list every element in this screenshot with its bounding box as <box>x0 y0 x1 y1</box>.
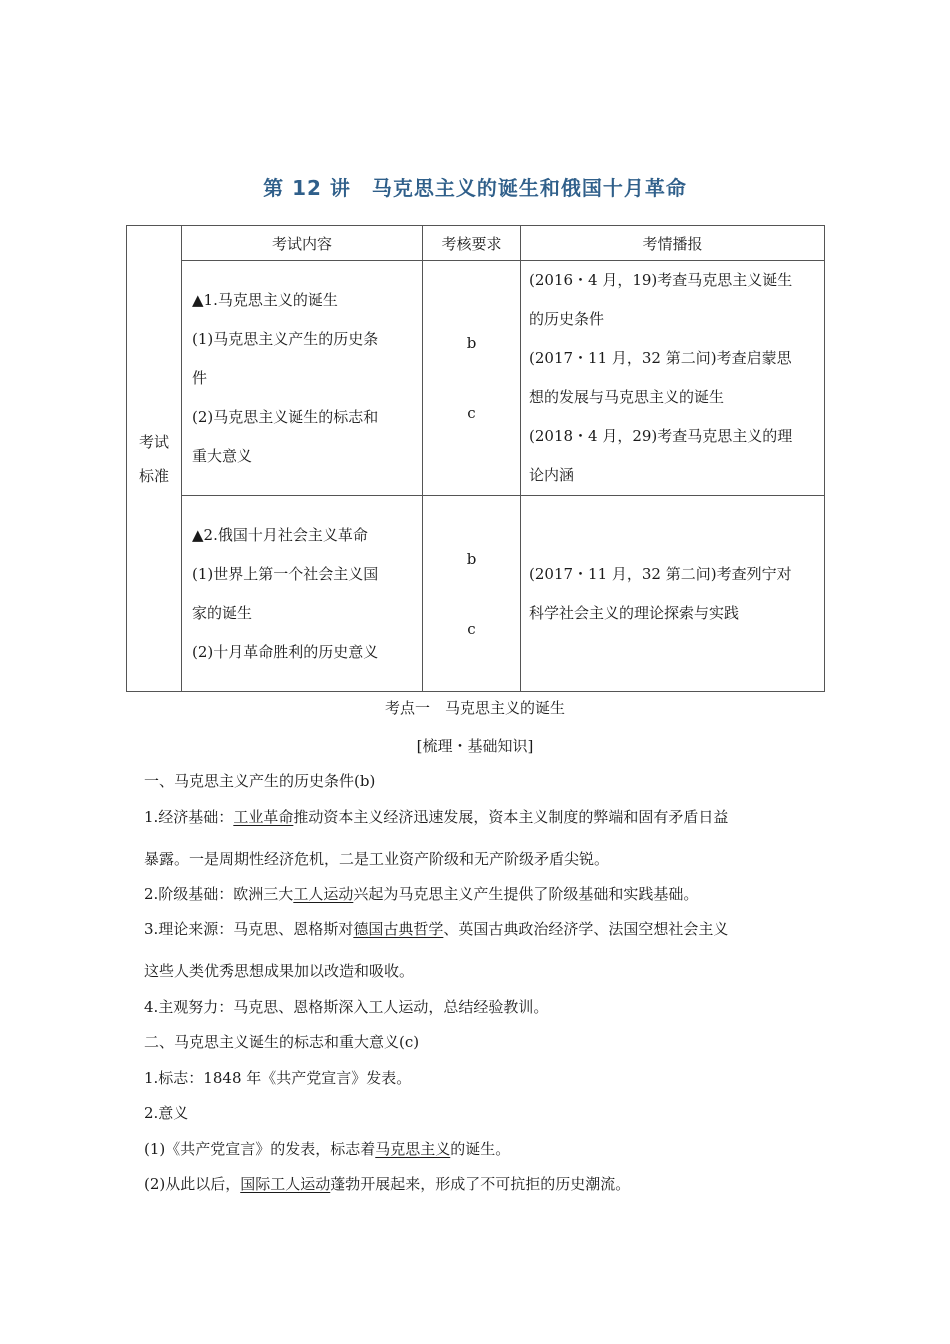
heading-2: 二、马克思主义诞生的标志和重大意义(c) <box>144 1033 420 1051</box>
exam-standard-table <box>126 225 825 692</box>
item-text: 兴起为马克思主义产生提供了阶级基础和实践基础。 <box>353 885 699 903</box>
requirement-level: b <box>466 334 477 352</box>
requirement-level: b <box>466 549 477 568</box>
content-cell <box>182 496 423 692</box>
content-line: (2)十月革命胜利的历史意义 <box>192 642 379 661</box>
header-news: 考情播报 <box>521 226 825 261</box>
item-text: 蓬勃开展起来，形成了不可抗拒的历史潮流。 <box>330 1175 631 1193</box>
item-text: 3.理论来源：马克思、恩格斯对 <box>144 920 354 938</box>
content-cell <box>182 261 423 496</box>
content-line: (1)马克思主义产生的历史条 <box>192 329 379 348</box>
news-line: (2016・4 月，19)考查马克思主义诞生 <box>529 271 793 289</box>
key-term: 国际工人运动 <box>240 1175 331 1193</box>
item-economic-cont: 暴露。一是周期性经济危机，二是工业资产阶级和无产阶级矛盾尖锐。 <box>144 850 610 868</box>
requirement-level: c <box>467 619 476 638</box>
point-title: 考点一 马克思主义的诞生 <box>384 699 565 717</box>
item-theory-cont: 这些人类优秀思想成果加以改造和吸收。 <box>144 962 415 980</box>
subhead: [梳理・基础知识] <box>416 737 534 755</box>
item-text: 1.经济基础： <box>144 808 234 826</box>
page-title: 第 12 讲 马克思主义的诞生和俄国十月革命 <box>263 176 687 200</box>
news-line: 的历史条件 <box>529 310 605 328</box>
requirement-level: c <box>467 404 476 422</box>
header-content: 考试内容 <box>182 226 423 261</box>
content-line: ▲2.俄国十月社会主义革命 <box>192 525 368 544</box>
table-row <box>127 496 825 692</box>
key-term: 工人运动 <box>293 885 354 903</box>
news-line: (2017・11 月，32 第二问)考查列宁对 <box>529 564 792 583</box>
table-row <box>127 261 825 496</box>
item-text: (1)《共产党宣言》的发表，标志着 <box>144 1140 376 1158</box>
category-cell <box>127 226 182 692</box>
item-text: 、英国古典政治经济学、法国空想社会主义 <box>443 920 729 938</box>
content-line: (2)马克思主义诞生的标志和 <box>192 407 379 426</box>
content-line: 家的诞生 <box>192 603 253 622</box>
content-line: ▲1.马克思主义的诞生 <box>192 290 338 309</box>
content-line: (1)世界上第一个社会主义国 <box>192 564 379 583</box>
item-text: 的诞生。 <box>450 1140 511 1158</box>
significance-2 <box>144 1173 630 1194</box>
news-line: (2018・4 月，29)考查马克思主义的理 <box>529 427 793 445</box>
news-cell <box>521 496 825 692</box>
item-economic <box>144 806 728 827</box>
category-line-2: 标准 <box>138 466 169 485</box>
key-term: 德国古典哲学 <box>353 920 444 938</box>
news-line: 科学社会主义的理论探索与实践 <box>529 603 740 622</box>
content-line: 重大意义 <box>192 446 253 465</box>
news-line: 想的发展与马克思主义的诞生 <box>529 388 725 406</box>
key-term: 马克思主义 <box>375 1140 451 1158</box>
item-sign: 1.标志：1848 年《共产党宣言》发表。 <box>144 1069 412 1087</box>
news-line: 论内涵 <box>529 466 575 484</box>
news-cell <box>521 261 825 496</box>
item-text: 2.阶级基础：欧洲三大 <box>144 885 294 903</box>
significance-1 <box>144 1138 510 1159</box>
content-line: 件 <box>192 368 208 387</box>
news-line: (2017・11 月，32 第二问)考查启蒙思 <box>529 349 792 367</box>
requirement-cell <box>423 261 521 496</box>
item-class <box>144 883 698 904</box>
item-text: (2)从此以后， <box>144 1175 241 1193</box>
key-term: 工业革命 <box>233 808 294 826</box>
item-theory <box>144 918 728 939</box>
item-significance: 2.意义 <box>144 1104 189 1122</box>
item-effort: 4.主观努力：马克思、恩格斯深入工人运动，总结经验教训。 <box>144 998 549 1016</box>
heading-1: 一、马克思主义产生的历史条件(b) <box>144 772 376 790</box>
item-text: 推动资本主义经济迅速发展，资本主义制度的弊端和固有矛盾日益 <box>293 808 729 826</box>
header-requirement: 考核要求 <box>423 226 521 261</box>
category-line-1: 考试 <box>138 432 169 451</box>
requirement-cell <box>423 496 521 692</box>
